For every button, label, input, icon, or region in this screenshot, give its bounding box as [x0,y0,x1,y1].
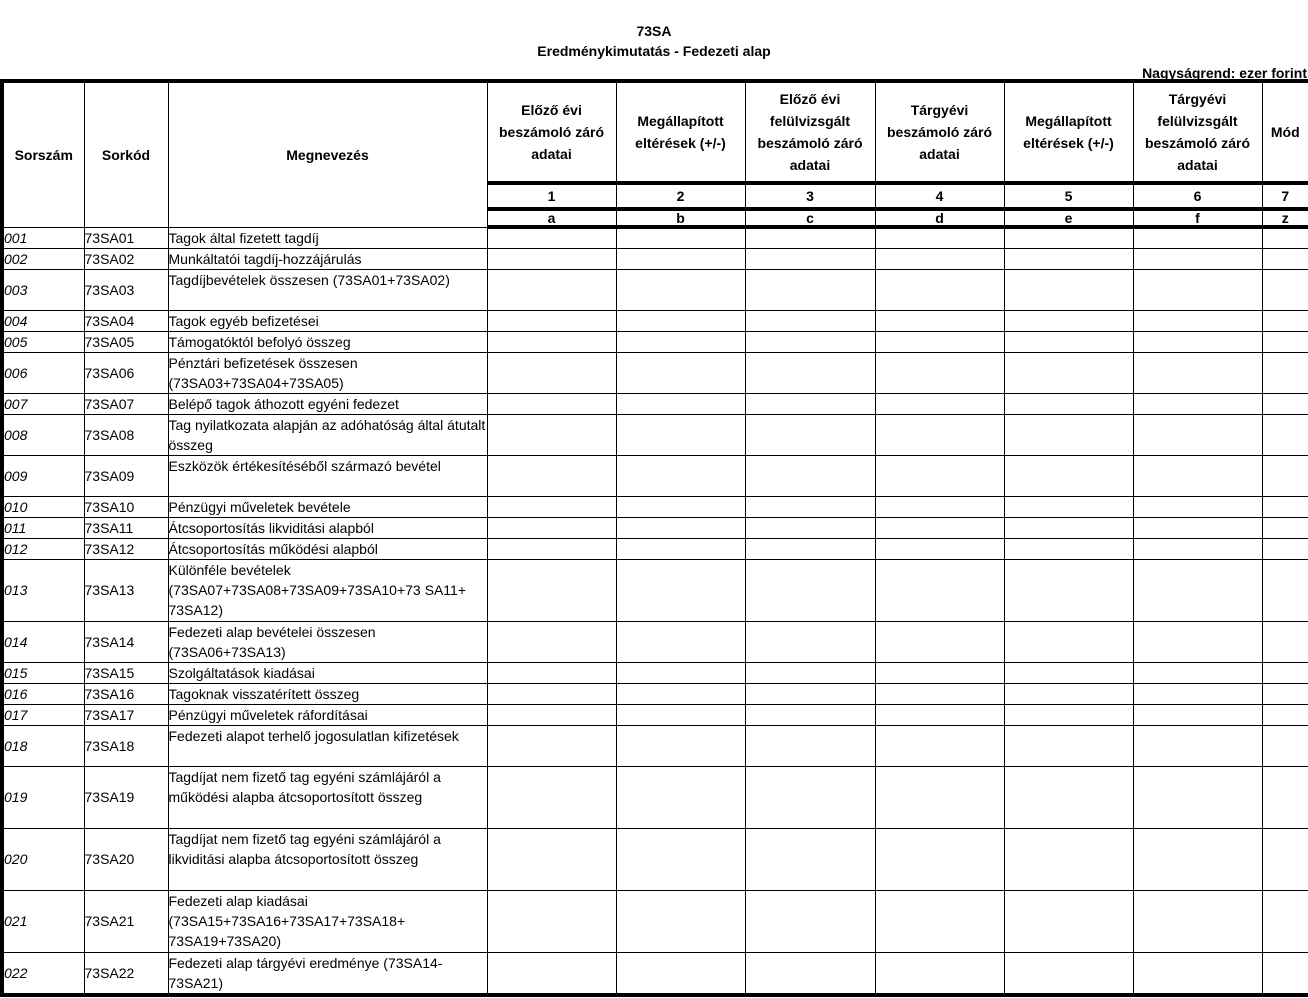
value-cell-col3[interactable] [745,352,875,393]
value-cell-col6[interactable] [1133,496,1262,517]
value-cell-col3[interactable] [745,890,875,952]
value-cell-col2[interactable] [616,414,745,455]
value-cell-col2[interactable] [616,662,745,683]
value-cell-col1[interactable] [487,269,616,310]
value-cell-col3[interactable] [745,662,875,683]
value-cell-col5[interactable] [1004,227,1133,248]
value-cell-col1[interactable] [487,517,616,538]
form-code: 73SA [636,23,672,39]
value-cell-col2[interactable] [616,890,745,952]
value-cell-col4[interactable] [875,269,1004,310]
value-cell-col7[interactable] [1262,331,1308,352]
value-cell-col4[interactable] [875,704,1004,725]
value-cell-col6[interactable] [1133,538,1262,559]
row-sorkod: 73SA09 [84,455,168,496]
value-cell-col7[interactable] [1262,227,1308,248]
value-cell-col4[interactable] [875,248,1004,269]
col-letter-2: b [616,209,745,227]
value-cell-col2[interactable] [616,704,745,725]
row-megnevezes: Pénzügyi műveletek ráfordításai [168,704,487,725]
value-cell-col4[interactable] [875,414,1004,455]
value-cell-col3[interactable] [745,496,875,517]
value-cell-col6[interactable] [1133,269,1262,310]
value-cell-col2[interactable] [616,496,745,517]
value-cell-col1[interactable] [487,352,616,393]
row-sorszam: 019 [2,766,84,828]
value-cell-col6[interactable] [1133,331,1262,352]
value-cell-col2[interactable] [616,766,745,828]
row-sorkod: 73SA16 [84,683,168,704]
table-row [2,496,1308,517]
value-cell-col7[interactable] [1262,517,1308,538]
row-sorkod: 73SA20 [84,828,168,890]
value-cell-col5[interactable] [1004,517,1133,538]
row-sorszam: 010 [2,496,84,517]
value-cell-col3[interactable] [745,393,875,414]
col-num-3: 3 [745,183,875,209]
value-cell-col1[interactable] [487,952,616,995]
value-cell-col2[interactable] [616,828,745,890]
col-letter-5: e [1004,209,1133,227]
row-megnevezes: Pénzügyi műveletek bevétele [168,496,487,517]
table-row [2,725,1308,766]
value-cell-col5[interactable] [1004,455,1133,496]
row-sorkod: 73SA08 [84,414,168,455]
row-sorszam: 007 [2,393,84,414]
value-cell-col5[interactable] [1004,662,1133,683]
table-row [2,455,1308,496]
value-cell-col5[interactable] [1004,352,1133,393]
table-row [2,766,1308,828]
value-cell-col7[interactable] [1262,766,1308,828]
value-cell-col5[interactable] [1004,331,1133,352]
value-cell-col2[interactable] [616,683,745,704]
row-sorszam: 014 [2,621,84,662]
value-cell-col6[interactable] [1133,890,1262,952]
value-cell-col1[interactable] [487,538,616,559]
value-cell-col3[interactable] [745,704,875,725]
col-num-6: 6 [1133,183,1262,209]
value-cell-col6[interactable] [1133,766,1262,828]
col-header-1: Előző évi beszámoló záró adatai [487,81,616,183]
row-megnevezes: Fedezeti alapot terhelő jogosulatlan kifizetések [168,725,487,766]
value-cell-col6[interactable] [1133,227,1262,248]
value-cell-col4[interactable] [875,455,1004,496]
row-sorszam: 022 [2,952,84,995]
value-cell-col6[interactable] [1133,414,1262,455]
row-sorkod: 73SA22 [84,952,168,995]
row-sorkod: 73SA05 [84,331,168,352]
value-cell-col5[interactable] [1004,890,1133,952]
value-cell-col2[interactable] [616,269,745,310]
row-megnevezes: Tagok által fizetett tagdíj [168,227,487,248]
value-cell-col5[interactable] [1004,248,1133,269]
row-sorkod: 73SA21 [84,890,168,952]
table-row [2,310,1308,331]
row-sorszam: 002 [2,248,84,269]
value-cell-col5[interactable] [1004,621,1133,662]
value-cell-col3[interactable] [745,310,875,331]
row-sorszam: 005 [2,331,84,352]
value-cell-col6[interactable] [1133,559,1262,621]
value-cell-col1[interactable] [487,890,616,952]
value-cell-col4[interactable] [875,828,1004,890]
col-header-sorszam: Sorszám [2,81,84,227]
value-cell-col1[interactable] [487,662,616,683]
value-cell-col5[interactable] [1004,538,1133,559]
row-megnevezes: Tagdíjbevételek összesen (73SA01+73SA02) [168,269,487,310]
value-cell-col3[interactable] [745,952,875,995]
income-statement-table [0,79,1308,997]
value-cell-col5[interactable] [1004,310,1133,331]
value-cell-col3[interactable] [745,248,875,269]
value-cell-col3[interactable] [745,828,875,890]
row-megnevezes: Átcsoportosítás likviditási alapból [168,517,487,538]
value-cell-col1[interactable] [487,704,616,725]
row-sorkod: 73SA04 [84,310,168,331]
value-cell-col6[interactable] [1133,310,1262,331]
value-cell-col3[interactable] [745,455,875,496]
value-cell-col4[interactable] [875,890,1004,952]
row-sorkod: 73SA01 [84,227,168,248]
value-cell-col2[interactable] [616,227,745,248]
table-row [2,269,1308,310]
value-cell-col6[interactable] [1133,517,1262,538]
value-cell-col2[interactable] [616,393,745,414]
table-row [2,414,1308,455]
value-cell-col7[interactable] [1262,725,1308,766]
value-cell-col2[interactable] [616,952,745,995]
col-letter-6: f [1133,209,1262,227]
value-cell-col4[interactable] [875,352,1004,393]
value-cell-col3[interactable] [745,227,875,248]
table-row [2,952,1308,995]
unit-label: Nagyságrend: ezer forint [1142,65,1307,81]
col-num-7: 7 [1262,183,1308,209]
col-letter-3: c [745,209,875,227]
row-sorszam: 006 [2,352,84,393]
value-cell-col6[interactable] [1133,393,1262,414]
value-cell-col6[interactable] [1133,352,1262,393]
col-num-2: 2 [616,183,745,209]
row-sorkod: 73SA07 [84,393,168,414]
row-megnevezes: Fedezeti alap bevételei összesen (73SA06+73SA13) [168,621,487,662]
value-cell-col7[interactable] [1262,890,1308,952]
col-header-5: Megállapított eltérések (+/-) [1004,81,1133,183]
value-cell-col3[interactable] [745,538,875,559]
row-sorszam: 003 [2,269,84,310]
row-megnevezes: Tag nyilatkozata alapján az adóhatóság által átutalt összeg [168,414,487,455]
col-header-sorkod: Sorkód [84,81,168,227]
col-num-5: 5 [1004,183,1133,209]
row-sorkod: 73SA19 [84,766,168,828]
table-row [2,352,1308,393]
row-megnevezes: Belépő tagok áthozott egyéni fedezet [168,393,487,414]
row-sorszam: 012 [2,538,84,559]
row-sorszam: 008 [2,414,84,455]
value-cell-col1[interactable] [487,496,616,517]
row-megnevezes: Szolgáltatások kiadásai [168,662,487,683]
value-cell-col4[interactable] [875,766,1004,828]
table-row [2,393,1308,414]
value-cell-col5[interactable] [1004,725,1133,766]
row-megnevezes: Tagdíjat nem fizető tag egyéni számlájáról a likviditási alapba átcsoportosított összeg [168,828,487,890]
col-header-6: Tárgyévi felülvizsgált beszámoló záró adatai [1133,81,1262,183]
value-cell-col3[interactable] [745,269,875,310]
col-header-4: Tárgyévi beszámoló záró adatai [875,81,1004,183]
row-sorkod: 73SA12 [84,538,168,559]
row-sorszam: 020 [2,828,84,890]
col-letter-4: d [875,209,1004,227]
value-cell-col5[interactable] [1004,393,1133,414]
value-cell-col1[interactable] [487,414,616,455]
row-sorkod: 73SA15 [84,662,168,683]
col-header-3: Előző évi felülvizsgált beszámoló záró adatai [745,81,875,183]
row-megnevezes: Tagok egyéb befizetései [168,310,487,331]
row-megnevezes: Eszközök értékesítéséből származó bevétel [168,455,487,496]
value-cell-col2[interactable] [616,310,745,331]
value-cell-col2[interactable] [616,352,745,393]
value-cell-col4[interactable] [875,393,1004,414]
value-cell-col7[interactable] [1262,352,1308,393]
value-cell-col7[interactable] [1262,248,1308,269]
row-sorszam: 001 [2,227,84,248]
row-sorkod: 73SA10 [84,496,168,517]
value-cell-col6[interactable] [1133,704,1262,725]
value-cell-col2[interactable] [616,331,745,352]
table-row [2,683,1308,704]
row-megnevezes: Átcsoportosítás működési alapból [168,538,487,559]
row-sorszam: 021 [2,890,84,952]
value-cell-col1[interactable] [487,393,616,414]
col-header-2: Megállapított eltérések (+/-) [616,81,745,183]
col-header-7: Mód [1262,81,1308,183]
row-megnevezes: Különféle bevételek (73SA07+73SA08+73SA09+73SA10+73 SA11+ 73SA12) [168,559,487,621]
row-sorszam: 017 [2,704,84,725]
value-cell-col4[interactable] [875,331,1004,352]
row-sorszam: 009 [2,455,84,496]
value-cell-col3[interactable] [745,331,875,352]
table-row [2,248,1308,269]
col-header-megnevezes: Megnevezés [168,81,487,227]
table-row [2,662,1308,683]
value-cell-col6[interactable] [1133,683,1262,704]
row-megnevezes: Tagoknak visszatérített összeg [168,683,487,704]
row-sorszam: 015 [2,662,84,683]
table-body [2,227,1308,995]
value-cell-col3[interactable] [745,766,875,828]
value-cell-col6[interactable] [1133,952,1262,995]
page-title: Eredménykimutatás - Fedezeti alap [537,43,771,59]
row-sorkod: 73SA18 [84,725,168,766]
value-cell-col5[interactable] [1004,496,1133,517]
value-cell-col7[interactable] [1262,704,1308,725]
value-cell-col3[interactable] [745,559,875,621]
value-cell-col3[interactable] [745,683,875,704]
row-sorkod: 73SA13 [84,559,168,621]
value-cell-col5[interactable] [1004,766,1133,828]
table-row [2,517,1308,538]
value-cell-col4[interactable] [875,662,1004,683]
row-sorkod: 73SA17 [84,704,168,725]
value-cell-col7[interactable] [1262,455,1308,496]
value-cell-col2[interactable] [616,248,745,269]
value-cell-col5[interactable] [1004,269,1133,310]
row-sorszam: 018 [2,725,84,766]
value-cell-col1[interactable] [487,331,616,352]
value-cell-col1[interactable] [487,766,616,828]
row-sorkod: 73SA06 [84,352,168,393]
value-cell-col6[interactable] [1133,662,1262,683]
value-cell-col7[interactable] [1262,828,1308,890]
value-cell-col6[interactable] [1133,621,1262,662]
table-row [2,890,1308,952]
value-cell-col5[interactable] [1004,683,1133,704]
value-cell-col3[interactable] [745,725,875,766]
value-cell-col7[interactable] [1262,393,1308,414]
table-row [2,331,1308,352]
value-cell-col7[interactable] [1262,662,1308,683]
row-sorszam: 013 [2,559,84,621]
table-row [2,538,1308,559]
value-cell-col4[interactable] [875,559,1004,621]
value-cell-col6[interactable] [1133,725,1262,766]
value-cell-col7[interactable] [1262,621,1308,662]
value-cell-col4[interactable] [875,227,1004,248]
table-row [2,227,1308,248]
row-megnevezes: Fedezeti alap kiadásai (73SA15+73SA16+73SA17+73SA18+ 73SA19+73SA20) [168,890,487,952]
value-cell-col3[interactable] [745,414,875,455]
table-row [2,559,1308,621]
value-cell-col1[interactable] [487,828,616,890]
value-cell-col4[interactable] [875,952,1004,995]
value-cell-col4[interactable] [875,517,1004,538]
value-cell-col6[interactable] [1133,455,1262,496]
row-sorszam: 004 [2,310,84,331]
row-sorkod: 73SA14 [84,621,168,662]
value-cell-col4[interactable] [875,496,1004,517]
value-cell-col4[interactable] [875,683,1004,704]
col-num-1: 1 [487,183,616,209]
value-cell-col3[interactable] [745,517,875,538]
value-cell-col1[interactable] [487,248,616,269]
value-cell-col1[interactable] [487,227,616,248]
value-cell-col5[interactable] [1004,704,1133,725]
row-megnevezes: Fedezeti alap tárgyévi eredménye (73SA14-73SA21) [168,952,487,995]
value-cell-col1[interactable] [487,683,616,704]
value-cell-col7[interactable] [1262,269,1308,310]
value-cell-col1[interactable] [487,621,616,662]
value-cell-col7[interactable] [1262,310,1308,331]
value-cell-col2[interactable] [616,517,745,538]
value-cell-col3[interactable] [745,621,875,662]
value-cell-col6[interactable] [1133,248,1262,269]
col-letter-7: z [1262,209,1308,227]
value-cell-col1[interactable] [487,725,616,766]
value-cell-col7[interactable] [1262,683,1308,704]
table-row [2,828,1308,890]
value-cell-col2[interactable] [616,725,745,766]
value-cell-col2[interactable] [616,559,745,621]
value-cell-col7[interactable] [1262,559,1308,621]
row-megnevezes: Tagdíjat nem fizető tag egyéni számlájáról a működési alapba átcsoportosított összeg [168,766,487,828]
row-sorszam: 011 [2,517,84,538]
row-megnevezes: Támogatóktól befolyó összeg [168,331,487,352]
value-cell-col2[interactable] [616,621,745,662]
value-cell-col5[interactable] [1004,952,1133,995]
value-cell-col5[interactable] [1004,414,1133,455]
value-cell-col2[interactable] [616,455,745,496]
value-cell-col2[interactable] [616,538,745,559]
value-cell-col7[interactable] [1262,496,1308,517]
value-cell-col4[interactable] [875,621,1004,662]
row-megnevezes: Pénztári befizetések összesen (73SA03+73SA04+73SA05) [168,352,487,393]
row-sorszam: 016 [2,683,84,704]
col-num-4: 4 [875,183,1004,209]
value-cell-col1[interactable] [487,559,616,621]
table-row [2,704,1308,725]
value-cell-col4[interactable] [875,538,1004,559]
value-cell-col5[interactable] [1004,828,1133,890]
value-cell-col7[interactable] [1262,952,1308,995]
row-sorkod: 73SA11 [84,517,168,538]
value-cell-col4[interactable] [875,310,1004,331]
value-cell-col4[interactable] [875,725,1004,766]
value-cell-col1[interactable] [487,310,616,331]
value-cell-col5[interactable] [1004,559,1133,621]
value-cell-col7[interactable] [1262,414,1308,455]
col-letter-1: a [487,209,616,227]
row-megnevezes: Munkáltatói tagdíj-hozzájárulás [168,248,487,269]
value-cell-col6[interactable] [1133,828,1262,890]
row-sorkod: 73SA03 [84,269,168,310]
value-cell-col7[interactable] [1262,538,1308,559]
table-row [2,621,1308,662]
value-cell-col1[interactable] [487,455,616,496]
row-sorkod: 73SA02 [84,248,168,269]
